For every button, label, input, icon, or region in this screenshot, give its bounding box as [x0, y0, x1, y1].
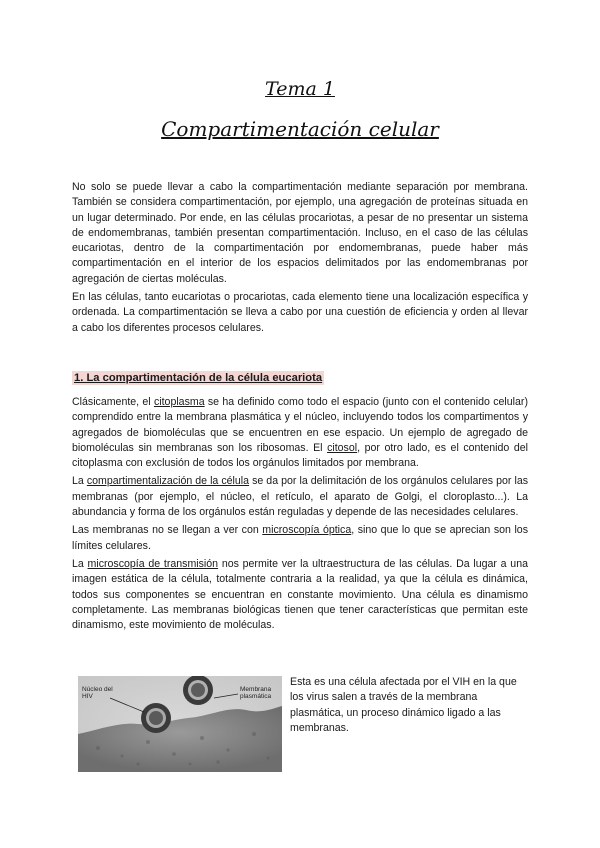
term-citosol: citosol [327, 441, 358, 454]
label-nucleo-hiv: Núcleo del HIV [82, 686, 113, 700]
figure-caption: Esta es una célula afectada por el VIH en la que los virus salen a través de la membrana plasmática, un proceso dinámico ligado a las membranas. [290, 676, 517, 734]
text: La [72, 475, 87, 488]
term-citoplasma: citoplasma [153, 396, 205, 408]
paragraph-microscopia-optica [72, 523, 528, 554]
section-heading: 1. La compartimentación de la célula eucariota [74, 372, 323, 384]
text: Clásicamente, el [72, 396, 154, 408]
text: La [72, 557, 88, 570]
text: Las membranas no se llegan a ver con [72, 524, 263, 537]
text: se da por la delimitación de los orgánulos celulares por las membranas (por ejemplo, el núcleo, el retículo, el aparato de Golgi, el cloroplasto...). La abundancia y forma de los orgánulos están reguladas y depende de las necesidades celulares. [72, 475, 529, 519]
paragraph-citoplasma [72, 395, 528, 471]
section-1-body [72, 395, 528, 636]
term-compartimentalizacion: compartimentalización de la célula [86, 475, 250, 488]
text: , sino que lo que se aprecian son los límites celulares. [72, 524, 528, 552]
hiv-micrograph [78, 676, 282, 772]
page-title: Tema 1 [265, 78, 335, 100]
text: , por otro lado, es el contenido del citoplasma con exclusión de todos los orgánulos limitados por membrana. [72, 441, 528, 470]
paragraph-microscopia-transmision [72, 557, 528, 633]
paragraph-compartimentalizacion [72, 474, 528, 520]
label-membrana-plasmatica: Membrana plasmática [240, 686, 272, 700]
intro-paragraph-2: En las células, tanto eucariotas o procariotas, cada elemento tiene una localización específica y ordenada. La compartimentación se lleva a cabo por una cuestión de eficiencia y orden al llevar a cabo los diferentes procesos celulares. [72, 291, 528, 334]
page-subtitle: Compartimentación celular [161, 117, 439, 141]
intro-paragraph-1: No solo se puede llevar a cabo la compartimentación mediante separación por membrana. También se considera compartimentación, por ejemplo, una agregación de proteínas situada en un lugar determinado. Por ende, en las células procariotas, a pesar de no presentar un sistema de endomembranas, también presentan compartimentación. Incluso, en el caso de las células eucariotas, dentro de la compartimentación por endomembranas, puede haber más compartimentación en el interior de los espacios delimitados por las endomembranas por agregación de ciertas moléculas. [72, 181, 528, 285]
text: se ha definido como todo el espacio (junto con el contenido celular) comprendido entre la membrana plasmática y el núcleo, incluyendo todos los compartimentos y agregados de biomoléculas que se encuentren en ese espacio. Un ejemplo de agregado de biomoléculas sin membranas son los ribosomas. El [72, 396, 528, 454]
text: nos permite ver la ultraestructura de las células. Da lugar a una imagen estática de la célula, totalmente contraria a la realidad, ya que la célula es dinámica, todos sus componentes se encuentran en constante movimiento. Una célula es dinamismo completamente. Las membranas biológicas tienen que tener características que permitan este dinamismo, este movimiento de moléculas. [72, 557, 528, 632]
term-microscopia-optica: microscopía óptica [262, 524, 352, 537]
term-microscopia-transmision: microscopía de transmisión [87, 557, 219, 570]
intro-section [72, 180, 528, 339]
